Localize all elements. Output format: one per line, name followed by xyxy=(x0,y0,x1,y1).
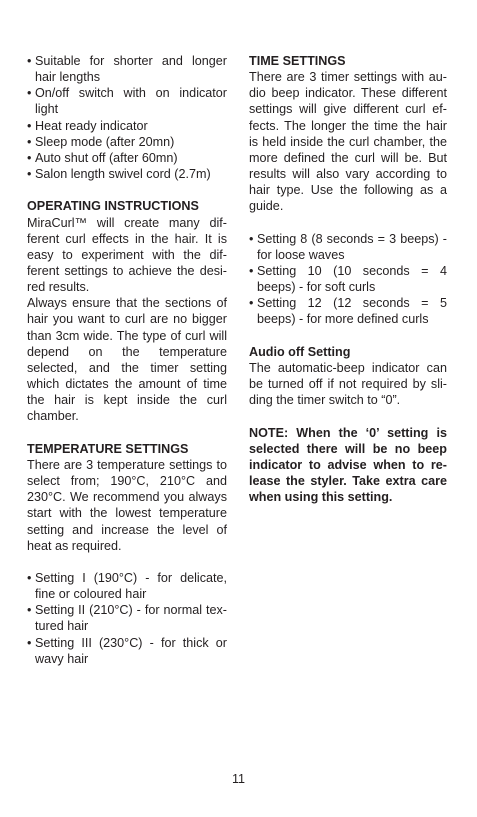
temperature-settings-heading: TEMPERATURE SETTINGS xyxy=(27,441,189,456)
time-settings-heading: TIME SETTINGS xyxy=(249,54,346,68)
operating-paragraph: MiraCurl™ will create many different curl effects in the hair. It is easy to experiment with the different settings to achieve the desired results. xyxy=(27,215,227,295)
note-paragraph: NOTE: When the ‘0’ setting is selected there will be no beep indicator to advise when to release the styler. Take extra care when using this setting. xyxy=(249,425,447,505)
audio-paragraph: The automatic-beep indicator can be turned off if not required by sliding the timer switch to “0”. xyxy=(249,360,447,408)
operating-paragraph: Always ensure that the sections of hair you want to curl are no bigger than 3cm wide. The type of curl will depend on the temperature selected, and the timer setting which dictates the amount of time the hair is kept inside the curl chamber. xyxy=(27,296,227,424)
feature-item: • Suitable for shorter and longer hair lengths xyxy=(27,53,227,85)
temperature-item: • Setting II (210°C) - for normal textured hair xyxy=(27,602,227,634)
feature-item: • On/off switch with on indicator light xyxy=(27,85,227,117)
feature-list xyxy=(27,53,227,182)
time-paragraph: There are 3 timer settings with audio beep indicator. These different settings will give different curl effects. The longer the time the hair is held inside the curl chamber, the more defined the curl will be. But results will also vary according to hair type. Use the following as a guide. xyxy=(249,70,447,214)
feature-item: • Heat ready indicator xyxy=(27,118,227,134)
feature-item: • Auto shut off (after 60mn) xyxy=(27,150,227,166)
time-list xyxy=(249,231,447,328)
right-column xyxy=(249,53,447,505)
time-item: • Setting 12 (12 seconds = 5 beeps) - for more defined curls xyxy=(249,295,447,327)
temperature-item: • Setting III (230°C) - for thick or wavy hair xyxy=(27,635,227,667)
page-number: 11 xyxy=(231,772,246,786)
time-item: • Setting 10 (10 seconds = 4 beeps) - for soft curls xyxy=(249,263,447,295)
feature-item: • Sleep mode (after 20mn) xyxy=(27,134,227,150)
operating-instructions-heading: OPERATING INSTRUCTIONS xyxy=(27,199,199,214)
temperature-paragraph: There are 3 temperature settings to select from; 190°C, 210°C and 230°C. We recommend you always start with the lowest temperature setting and increase the level of heat as required. xyxy=(27,457,227,553)
feature-item: • Salon length swivel cord (2.7m) xyxy=(27,166,227,182)
time-item: • Setting 8 (8 seconds = 3 beeps) - for loose waves xyxy=(249,231,447,263)
temperature-list xyxy=(27,570,227,667)
temperature-item: • Setting I (190°C) - for delicate, fine or coloured hair xyxy=(27,570,227,602)
audio-off-heading: Audio off Setting xyxy=(249,344,351,359)
left-column xyxy=(27,53,227,667)
